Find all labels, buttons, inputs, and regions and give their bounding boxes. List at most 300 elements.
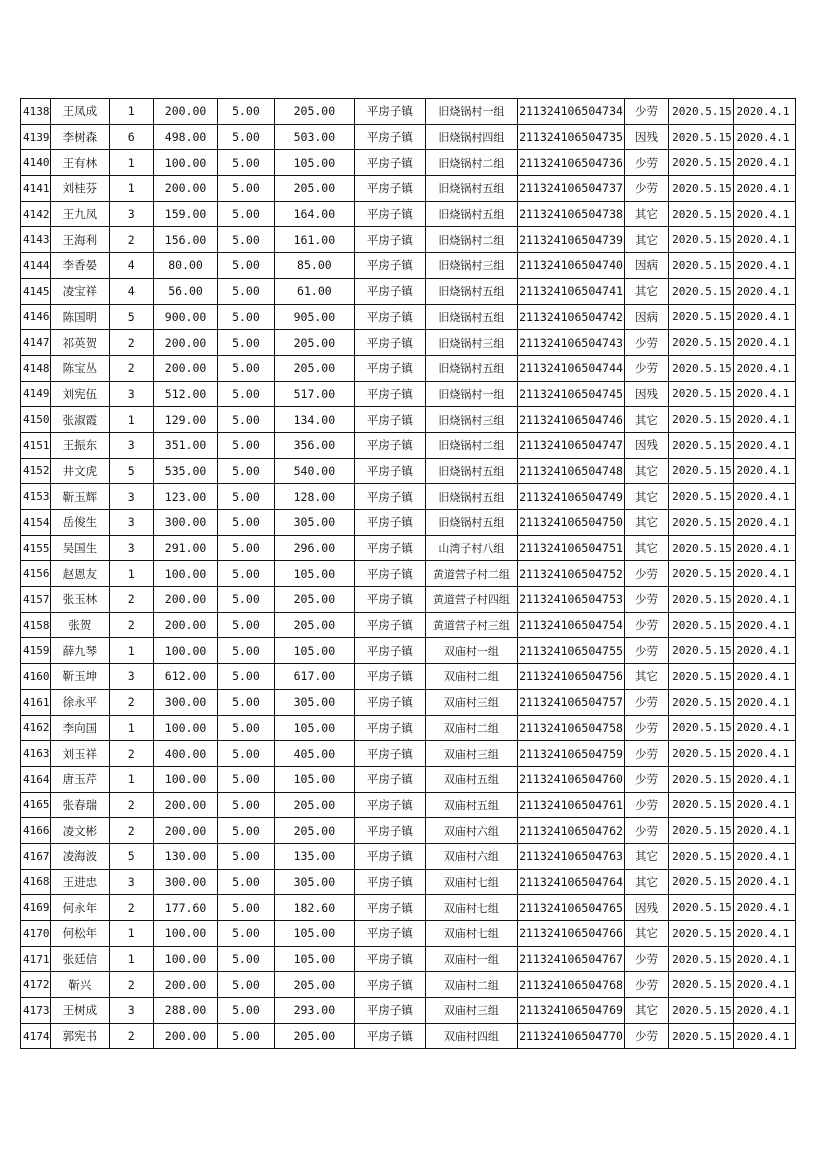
cell-id-number: 211324106504768: [518, 972, 625, 998]
cell-total-amount: 305.00: [274, 869, 355, 895]
cell-extra-amount: 5.00: [218, 1023, 274, 1049]
cell-subsidy-amount: 130.00: [153, 843, 217, 869]
cell-village-group: 双庙村三组: [425, 741, 518, 767]
cell-subsidy-amount: 498.00: [153, 124, 217, 150]
table-row: [21, 253, 796, 279]
table-row: [21, 201, 796, 227]
cell-household-size: 2: [109, 587, 153, 613]
cell-date-start: 2020.4.1: [733, 587, 795, 613]
cell-id-number: 211324106504736: [518, 150, 625, 176]
cell-total-amount: 182.60: [274, 895, 355, 921]
cell-subsidy-amount: 300.00: [153, 510, 217, 536]
cell-reason: 其它: [624, 869, 668, 895]
table-row: [21, 150, 796, 176]
cell-household-size: 1: [109, 561, 153, 587]
cell-household-size: 3: [109, 998, 153, 1024]
cell-serial-no: 4156: [21, 561, 51, 587]
cell-subsidy-amount: 177.60: [153, 895, 217, 921]
cell-name: 刘玉祥: [51, 741, 109, 767]
cell-reason: 因病: [624, 253, 668, 279]
cell-reason: 少劳: [624, 946, 668, 972]
cell-id-number: 211324106504757: [518, 689, 625, 715]
cell-date-issued: 2020.5.15: [669, 689, 733, 715]
cell-reason: 少劳: [624, 689, 668, 715]
cell-id-number: 211324106504765: [518, 895, 625, 921]
cell-id-number: 211324106504747: [518, 432, 625, 458]
cell-serial-no: 4159: [21, 638, 51, 664]
cell-serial-no: 4158: [21, 612, 51, 638]
cell-village-group: 双庙村二组: [425, 972, 518, 998]
cell-serial-no: 4155: [21, 535, 51, 561]
cell-subsidy-amount: 300.00: [153, 689, 217, 715]
table-row: [21, 869, 796, 895]
cell-reason: 其它: [624, 998, 668, 1024]
cell-extra-amount: 5.00: [218, 664, 274, 690]
cell-town: 平房子镇: [355, 792, 425, 818]
cell-reason: 其它: [624, 201, 668, 227]
cell-total-amount: 85.00: [274, 253, 355, 279]
cell-id-number: 211324106504737: [518, 176, 625, 202]
cell-id-number: 211324106504754: [518, 612, 625, 638]
cell-subsidy-amount: 351.00: [153, 432, 217, 458]
cell-household-size: 2: [109, 1023, 153, 1049]
cell-subsidy-amount: 100.00: [153, 561, 217, 587]
cell-date-start: 2020.4.1: [733, 510, 795, 536]
table-row: [21, 381, 796, 407]
cell-name: 井文虎: [51, 458, 109, 484]
cell-reason: 因残: [624, 432, 668, 458]
cell-serial-no: 4162: [21, 715, 51, 741]
cell-serial-no: 4161: [21, 689, 51, 715]
cell-town: 平房子镇: [355, 432, 425, 458]
table-row: [21, 689, 796, 715]
cell-name: 王树成: [51, 998, 109, 1024]
cell-name: 薛九琴: [51, 638, 109, 664]
table-row: [21, 895, 796, 921]
cell-extra-amount: 5.00: [218, 895, 274, 921]
cell-id-number: 211324106504742: [518, 304, 625, 330]
cell-extra-amount: 5.00: [218, 227, 274, 253]
cell-town: 平房子镇: [355, 304, 425, 330]
cell-date-issued: 2020.5.15: [669, 843, 733, 869]
cell-date-issued: 2020.5.15: [669, 587, 733, 613]
cell-village-group: 双庙村一组: [425, 638, 518, 664]
cell-total-amount: 405.00: [274, 741, 355, 767]
cell-date-issued: 2020.5.15: [669, 664, 733, 690]
data-table: [20, 98, 796, 1049]
cell-date-start: 2020.4.1: [733, 227, 795, 253]
cell-reason: 少劳: [624, 638, 668, 664]
cell-household-size: 3: [109, 201, 153, 227]
cell-subsidy-amount: 123.00: [153, 484, 217, 510]
cell-id-number: 211324106504752: [518, 561, 625, 587]
cell-date-start: 2020.4.1: [733, 869, 795, 895]
cell-name: 郭宪书: [51, 1023, 109, 1049]
table-row: [21, 792, 796, 818]
cell-id-number: 211324106504750: [518, 510, 625, 536]
cell-town: 平房子镇: [355, 741, 425, 767]
cell-village-group: 双庙村六组: [425, 843, 518, 869]
cell-date-issued: 2020.5.15: [669, 150, 733, 176]
cell-village-group: 旧烧锅村二组: [425, 150, 518, 176]
table-row: [21, 355, 796, 381]
cell-village-group: 旧烧锅村五组: [425, 355, 518, 381]
cell-serial-no: 4145: [21, 278, 51, 304]
cell-name: 李向国: [51, 715, 109, 741]
cell-town: 平房子镇: [355, 176, 425, 202]
cell-extra-amount: 5.00: [218, 124, 274, 150]
cell-town: 平房子镇: [355, 124, 425, 150]
cell-extra-amount: 5.00: [218, 818, 274, 844]
cell-village-group: 黄道营子村四组: [425, 587, 518, 613]
cell-household-size: 2: [109, 355, 153, 381]
cell-town: 平房子镇: [355, 227, 425, 253]
cell-id-number: 211324106504753: [518, 587, 625, 613]
cell-town: 平房子镇: [355, 664, 425, 690]
cell-date-start: 2020.4.1: [733, 792, 795, 818]
cell-date-issued: 2020.5.15: [669, 998, 733, 1024]
cell-date-issued: 2020.5.15: [669, 355, 733, 381]
cell-date-issued: 2020.5.15: [669, 946, 733, 972]
cell-id-number: 211324106504746: [518, 407, 625, 433]
cell-date-issued: 2020.5.15: [669, 176, 733, 202]
cell-name: 张贺: [51, 612, 109, 638]
cell-town: 平房子镇: [355, 921, 425, 947]
cell-id-number: 211324106504764: [518, 869, 625, 895]
cell-date-issued: 2020.5.15: [669, 510, 733, 536]
cell-serial-no: 4140: [21, 150, 51, 176]
cell-date-start: 2020.4.1: [733, 1023, 795, 1049]
cell-household-size: 3: [109, 432, 153, 458]
cell-total-amount: 205.00: [274, 612, 355, 638]
cell-name: 王九凤: [51, 201, 109, 227]
cell-id-number: 211324106504756: [518, 664, 625, 690]
cell-total-amount: 205.00: [274, 355, 355, 381]
cell-serial-no: 4138: [21, 99, 51, 125]
cell-reason: 少劳: [624, 972, 668, 998]
cell-name: 张淑霞: [51, 407, 109, 433]
cell-extra-amount: 5.00: [218, 715, 274, 741]
cell-household-size: 3: [109, 869, 153, 895]
cell-reason: 少劳: [624, 818, 668, 844]
cell-date-issued: 2020.5.15: [669, 921, 733, 947]
cell-household-size: 1: [109, 715, 153, 741]
cell-household-size: 1: [109, 946, 153, 972]
cell-name: 张春瑞: [51, 792, 109, 818]
cell-total-amount: 293.00: [274, 998, 355, 1024]
cell-total-amount: 105.00: [274, 638, 355, 664]
cell-reason: 其它: [624, 664, 668, 690]
cell-date-issued: 2020.5.15: [669, 407, 733, 433]
cell-id-number: 211324106504766: [518, 921, 625, 947]
cell-name: 陈宝丛: [51, 355, 109, 381]
cell-extra-amount: 5.00: [218, 407, 274, 433]
cell-town: 平房子镇: [355, 612, 425, 638]
cell-household-size: 1: [109, 176, 153, 202]
cell-name: 刘桂芬: [51, 176, 109, 202]
cell-date-start: 2020.4.1: [733, 355, 795, 381]
cell-town: 平房子镇: [355, 843, 425, 869]
table-row: [21, 818, 796, 844]
cell-household-size: 1: [109, 150, 153, 176]
cell-date-start: 2020.4.1: [733, 176, 795, 202]
cell-subsidy-amount: 100.00: [153, 715, 217, 741]
cell-total-amount: 517.00: [274, 381, 355, 407]
cell-village-group: 双庙村五组: [425, 792, 518, 818]
cell-town: 平房子镇: [355, 355, 425, 381]
cell-name: 何松年: [51, 921, 109, 947]
cell-extra-amount: 5.00: [218, 766, 274, 792]
cell-total-amount: 128.00: [274, 484, 355, 510]
cell-subsidy-amount: 512.00: [153, 381, 217, 407]
cell-id-number: 211324106504758: [518, 715, 625, 741]
cell-id-number: 211324106504738: [518, 201, 625, 227]
cell-date-issued: 2020.5.15: [669, 612, 733, 638]
cell-name: 唐玉芹: [51, 766, 109, 792]
cell-date-start: 2020.4.1: [733, 458, 795, 484]
cell-reason: 其它: [624, 407, 668, 433]
cell-household-size: 5: [109, 458, 153, 484]
cell-reason: 其它: [624, 535, 668, 561]
cell-date-start: 2020.4.1: [733, 304, 795, 330]
cell-id-number: 211324106504760: [518, 766, 625, 792]
cell-subsidy-amount: 56.00: [153, 278, 217, 304]
cell-extra-amount: 5.00: [218, 355, 274, 381]
cell-serial-no: 4174: [21, 1023, 51, 1049]
cell-reason: 少劳: [624, 587, 668, 613]
cell-extra-amount: 5.00: [218, 612, 274, 638]
cell-household-size: 2: [109, 895, 153, 921]
cell-name: 凌海波: [51, 843, 109, 869]
cell-extra-amount: 5.00: [218, 201, 274, 227]
cell-extra-amount: 5.00: [218, 741, 274, 767]
cell-town: 平房子镇: [355, 99, 425, 125]
cell-date-start: 2020.4.1: [733, 253, 795, 279]
cell-date-issued: 2020.5.15: [669, 715, 733, 741]
cell-extra-amount: 5.00: [218, 510, 274, 536]
cell-serial-no: 4150: [21, 407, 51, 433]
table-row: [21, 741, 796, 767]
table-row: [21, 843, 796, 869]
cell-serial-no: 4152: [21, 458, 51, 484]
cell-date-start: 2020.4.1: [733, 741, 795, 767]
cell-serial-no: 4173: [21, 998, 51, 1024]
cell-subsidy-amount: 100.00: [153, 946, 217, 972]
cell-total-amount: 205.00: [274, 972, 355, 998]
cell-household-size: 2: [109, 792, 153, 818]
cell-reason: 少劳: [624, 355, 668, 381]
cell-extra-amount: 5.00: [218, 998, 274, 1024]
cell-total-amount: 105.00: [274, 946, 355, 972]
cell-town: 平房子镇: [355, 253, 425, 279]
cell-total-amount: 205.00: [274, 587, 355, 613]
cell-total-amount: 135.00: [274, 843, 355, 869]
cell-total-amount: 61.00: [274, 278, 355, 304]
cell-serial-no: 4139: [21, 124, 51, 150]
cell-date-issued: 2020.5.15: [669, 278, 733, 304]
cell-serial-no: 4151: [21, 432, 51, 458]
cell-village-group: 双庙村二组: [425, 715, 518, 741]
cell-household-size: 2: [109, 972, 153, 998]
cell-subsidy-amount: 535.00: [153, 458, 217, 484]
cell-household-size: 2: [109, 227, 153, 253]
cell-name: 王进忠: [51, 869, 109, 895]
cell-extra-amount: 5.00: [218, 432, 274, 458]
cell-household-size: 4: [109, 278, 153, 304]
cell-reason: 其它: [624, 843, 668, 869]
table-row: [21, 407, 796, 433]
cell-household-size: 1: [109, 99, 153, 125]
cell-household-size: 1: [109, 638, 153, 664]
cell-subsidy-amount: 156.00: [153, 227, 217, 253]
cell-total-amount: 305.00: [274, 689, 355, 715]
cell-household-size: 3: [109, 535, 153, 561]
cell-village-group: 双庙村三组: [425, 689, 518, 715]
table-row: [21, 176, 796, 202]
cell-reason: 其它: [624, 227, 668, 253]
table-row: [21, 715, 796, 741]
cell-town: 平房子镇: [355, 715, 425, 741]
cell-total-amount: 205.00: [274, 330, 355, 356]
cell-date-start: 2020.4.1: [733, 998, 795, 1024]
cell-reason: 其它: [624, 510, 668, 536]
cell-extra-amount: 5.00: [218, 638, 274, 664]
cell-serial-no: 4147: [21, 330, 51, 356]
cell-date-start: 2020.4.1: [733, 201, 795, 227]
cell-household-size: 5: [109, 304, 153, 330]
cell-total-amount: 205.00: [274, 792, 355, 818]
cell-name: 祁英贺: [51, 330, 109, 356]
cell-village-group: 双庙村五组: [425, 766, 518, 792]
cell-household-size: 3: [109, 381, 153, 407]
cell-reason: 因残: [624, 124, 668, 150]
cell-village-group: 双庙村七组: [425, 895, 518, 921]
cell-extra-amount: 5.00: [218, 458, 274, 484]
cell-village-group: 旧烧锅村二组: [425, 227, 518, 253]
table-row: [21, 766, 796, 792]
cell-town: 平房子镇: [355, 946, 425, 972]
cell-reason: 少劳: [624, 176, 668, 202]
cell-household-size: 3: [109, 510, 153, 536]
cell-reason: 其它: [624, 921, 668, 947]
cell-id-number: 211324106504763: [518, 843, 625, 869]
cell-date-issued: 2020.5.15: [669, 895, 733, 921]
cell-reason: 少劳: [624, 792, 668, 818]
cell-village-group: 黄道营子村三组: [425, 612, 518, 638]
cell-id-number: 211324106504762: [518, 818, 625, 844]
cell-village-group: 双庙村二组: [425, 664, 518, 690]
cell-date-issued: 2020.5.15: [669, 792, 733, 818]
cell-date-issued: 2020.5.15: [669, 458, 733, 484]
cell-serial-no: 4171: [21, 946, 51, 972]
cell-date-issued: 2020.5.15: [669, 638, 733, 664]
cell-name: 靳兴: [51, 972, 109, 998]
cell-town: 平房子镇: [355, 150, 425, 176]
cell-serial-no: 4172: [21, 972, 51, 998]
cell-date-issued: 2020.5.15: [669, 201, 733, 227]
cell-date-start: 2020.4.1: [733, 946, 795, 972]
cell-date-issued: 2020.5.15: [669, 869, 733, 895]
cell-name: 吴国生: [51, 535, 109, 561]
cell-extra-amount: 5.00: [218, 843, 274, 869]
cell-town: 平房子镇: [355, 689, 425, 715]
cell-id-number: 211324106504767: [518, 946, 625, 972]
cell-name: 赵恩友: [51, 561, 109, 587]
cell-subsidy-amount: 159.00: [153, 201, 217, 227]
cell-town: 平房子镇: [355, 587, 425, 613]
cell-village-group: 旧烧锅村一组: [425, 99, 518, 125]
cell-date-start: 2020.4.1: [733, 535, 795, 561]
cell-extra-amount: 5.00: [218, 381, 274, 407]
cell-serial-no: 4144: [21, 253, 51, 279]
cell-total-amount: 105.00: [274, 921, 355, 947]
cell-serial-no: 4168: [21, 869, 51, 895]
cell-household-size: 5: [109, 843, 153, 869]
cell-household-size: 3: [109, 664, 153, 690]
cell-village-group: 旧烧锅村三组: [425, 253, 518, 279]
cell-date-issued: 2020.5.15: [669, 124, 733, 150]
cell-household-size: 1: [109, 921, 153, 947]
cell-subsidy-amount: 100.00: [153, 638, 217, 664]
cell-total-amount: 205.00: [274, 1023, 355, 1049]
cell-date-start: 2020.4.1: [733, 818, 795, 844]
cell-name: 何永年: [51, 895, 109, 921]
cell-serial-no: 4142: [21, 201, 51, 227]
cell-subsidy-amount: 300.00: [153, 869, 217, 895]
cell-subsidy-amount: 100.00: [153, 150, 217, 176]
cell-name: 凌宝祥: [51, 278, 109, 304]
cell-town: 平房子镇: [355, 869, 425, 895]
cell-total-amount: 105.00: [274, 766, 355, 792]
cell-extra-amount: 5.00: [218, 278, 274, 304]
cell-subsidy-amount: 288.00: [153, 998, 217, 1024]
cell-village-group: 旧烧锅村五组: [425, 278, 518, 304]
cell-serial-no: 4148: [21, 355, 51, 381]
cell-date-issued: 2020.5.15: [669, 766, 733, 792]
cell-extra-amount: 5.00: [218, 330, 274, 356]
cell-date-issued: 2020.5.15: [669, 330, 733, 356]
cell-date-start: 2020.4.1: [733, 638, 795, 664]
cell-date-issued: 2020.5.15: [669, 484, 733, 510]
cell-extra-amount: 5.00: [218, 99, 274, 125]
cell-household-size: 2: [109, 689, 153, 715]
cell-town: 平房子镇: [355, 766, 425, 792]
cell-total-amount: 205.00: [274, 818, 355, 844]
cell-reason: 因残: [624, 895, 668, 921]
cell-date-issued: 2020.5.15: [669, 1023, 733, 1049]
cell-subsidy-amount: 200.00: [153, 176, 217, 202]
table-row: [21, 972, 796, 998]
cell-name: 张廷信: [51, 946, 109, 972]
cell-serial-no: 4167: [21, 843, 51, 869]
cell-town: 平房子镇: [355, 458, 425, 484]
table-row: [21, 510, 796, 536]
cell-reason: 少劳: [624, 561, 668, 587]
table-row: [21, 535, 796, 561]
cell-date-start: 2020.4.1: [733, 972, 795, 998]
cell-household-size: 1: [109, 766, 153, 792]
cell-subsidy-amount: 100.00: [153, 921, 217, 947]
cell-village-group: 双庙村四组: [425, 1023, 518, 1049]
cell-serial-no: 4154: [21, 510, 51, 536]
cell-town: 平房子镇: [355, 330, 425, 356]
cell-serial-no: 4166: [21, 818, 51, 844]
cell-extra-amount: 5.00: [218, 253, 274, 279]
cell-reason: 少劳: [624, 1023, 668, 1049]
cell-village-group: 双庙村七组: [425, 869, 518, 895]
cell-name: 靳玉坤: [51, 664, 109, 690]
cell-village-group: 旧烧锅村四组: [425, 124, 518, 150]
